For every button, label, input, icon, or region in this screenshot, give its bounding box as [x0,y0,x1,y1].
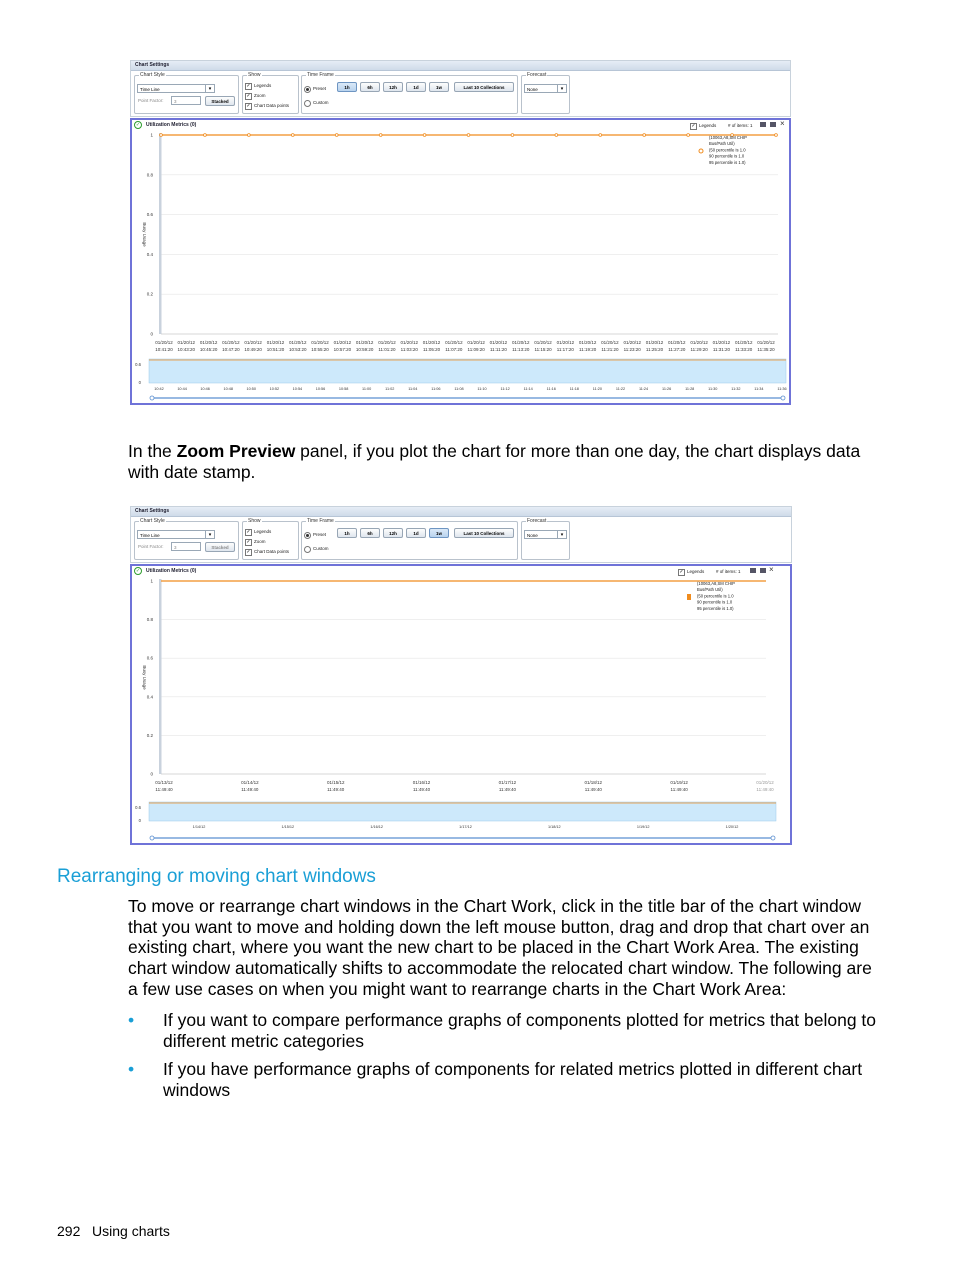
zoom-x-tick: 1/17/12 [459,825,472,829]
forecast-group [521,518,570,560]
y-tick-label: 0.6 [146,655,153,661]
datapoints-label: Chart Data points [254,103,290,108]
zoom-x-tick: 1/16/12 [370,825,384,829]
check-circle-icon: ✓ [135,122,141,128]
x-tick-date: 01/18/12 [584,780,603,785]
zoom-slider-handle-left [150,396,154,400]
chart-window-title[interactable]: Utilization Metrics (0) [146,122,197,128]
x-tick-time: 11:17:20 [556,347,574,352]
items-count: # of items: 1 [728,123,753,128]
p2-line: a few use cases on when you might want to rearrange charts in the Chart Work Area: [128,978,787,999]
zoom-checkbox[interactable]: ✓ [246,93,251,99]
legend-entry: (50 percentile is 1.0 [709,147,746,153]
x-tick-time: 10:51:20 [266,347,285,352]
chart-plot [132,566,790,843]
zoom-x-tick: 11:24 [638,387,649,391]
preset-label: Preset [313,532,327,537]
x-tick-time: 10:49:20 [244,347,262,352]
legends-toggle-label: Legends [687,569,705,574]
y-axis-label: Busy Usage [142,222,147,247]
chart-style-value: Time Line [140,87,160,92]
section-heading: Rearranging or moving chart windows [57,866,376,887]
last-10-collections-button[interactable]: Last 10 Collections [454,528,514,538]
x-tick-time: 11:05:20 [422,347,441,352]
x-tick-time: 11:49:40 [412,787,431,792]
y-axis [159,133,162,334]
p1-text-c: with date stamp. [128,461,256,482]
last-10-collections-button[interactable]: Last 10 Collections [454,82,514,92]
preset-1h-button[interactable]: 1h [337,82,357,92]
preset-radio[interactable] [304,532,311,539]
x-tick-time: 10:55:20 [311,347,329,352]
point-factor-input[interactable] [171,542,201,551]
zoom-x-tick: 11:00 [362,387,372,391]
x-tick-time: 11:15:20 [534,347,552,352]
zoom-y-tick: 0 [138,818,141,823]
chart-style-group [134,518,239,560]
x-tick-time: 11:09:20 [467,347,485,352]
x-tick-date: 01/17/12 [498,780,517,785]
y-axis [159,579,162,774]
zoom-x-tick: 11:16 [546,387,556,391]
list-item-line: If you have performance graphs of components for related metrics plotted in different chart [163,1059,863,1079]
zoom-x-tick: 11:12 [500,387,510,391]
x-tick-time: 10:59:20 [355,347,374,352]
zoom-slider-handle-left [150,836,154,840]
data-point [643,134,646,137]
y-tick-label: 0.2 [146,291,153,297]
list-item-line: If you want to compare performance graphs of components plotted for metrics that belong to [163,1010,877,1030]
x-tick-time: 11:33:20 [735,347,753,352]
close-icon[interactable]: × [780,119,785,128]
y-tick-label: 0.4 [146,251,153,257]
data-point [379,134,382,137]
chart-settings-title: Chart Settings [131,61,790,71]
chart-window[interactable] [130,564,792,845]
zoom-x-tick: 10:50 [246,387,257,391]
x-tick-time: 10:43:20 [177,347,196,352]
legend-marker [699,149,703,153]
datapoints-checkbox[interactable]: ✓ [246,549,251,555]
point-factor-input[interactable] [171,96,201,105]
x-tick-time: 11:49:40 [670,787,688,792]
y-tick-label: 0 [150,331,153,337]
list-item-line: different metric categories [163,1030,365,1051]
zoom-x-tick: 11:26 [662,387,672,391]
p2-line: To move or rearrange chart windows in the Chart Work, click in the title bar of the chart window [128,896,862,916]
legends-checkbox[interactable]: ✓ [246,529,251,535]
x-tick-date: 01/20/12 [511,340,530,345]
zoom-x-tick: 11:34 [754,387,764,391]
data-point [599,134,602,137]
data-point [467,134,470,137]
zoom-x-tick: 11:32 [731,387,741,391]
show-group [242,518,299,560]
data-point [247,134,250,137]
legends-toggle-label: Legends [699,123,717,128]
y-tick-label: 1 [150,132,153,138]
list-item [163,1010,876,1051]
x-tick-date: 01/20/12 [601,340,619,345]
x-tick-date: 01/20/12 [534,340,552,345]
zoom-x-tick: 11:28 [685,387,695,391]
point-factor-label: Point Factor: [138,98,164,103]
legend-entry: Bus/Path Util) [709,141,735,147]
y-tick-label: 0.6 [146,212,153,218]
x-tick-time: 11:11:20 [490,347,507,352]
page-number: 292 [57,1223,81,1239]
x-tick-date: 01/20/12 [422,340,441,345]
x-tick-date: 01/20/12 [244,340,262,345]
data-point [291,134,294,137]
x-tick-date: 01/19/12 [670,780,688,785]
preset-1h-button[interactable]: 1h [337,528,357,538]
zoom-slider-handle-right [781,396,785,400]
x-tick-time: 11:35:20 [757,347,775,352]
time-frame-group [301,72,518,114]
check-circle-icon: ✓ [135,568,141,574]
forecast-select[interactable] [524,530,567,539]
zoom-x-tick: 11:08 [454,387,464,391]
x-tick-time: 11:19:20 [579,347,597,352]
preset-1w-button[interactable]: 1w [429,82,449,92]
forecast-label: Forecast [527,518,547,524]
forecast-value: None [527,87,538,92]
preset-6h-button[interactable]: 6h [360,82,380,92]
y-tick-label: 0.8 [146,617,153,623]
chart-plot [132,120,789,403]
chart-window-title[interactable]: Utilization Metrics (0) [146,568,197,574]
preset-1d-button[interactable]: 1d [406,82,426,92]
zoom-x-tick: 11:02 [385,387,395,391]
x-tick-time: 11:13:20 [512,347,530,352]
zoom-x-tick: 1/18/12 [547,825,561,829]
custom-radio[interactable] [304,100,311,107]
y-tick-label: 1 [150,578,153,584]
preset-1d-button[interactable]: 1d [406,528,426,538]
paragraph-zoom-preview [128,441,860,482]
legends-checkbox[interactable]: ✓ [246,83,251,89]
p1-text-a: In the [128,441,177,461]
chevron-down-icon: ▾ [205,85,214,92]
x-tick-time: 11:49:40 [155,787,173,792]
paragraph-rearranging [128,896,872,1000]
legend-entry: 90 percentile is 1.0 [709,153,745,159]
close-icon[interactable]: × [769,565,774,574]
data-point [204,134,207,137]
zoom-x-tick: 10:42 [154,387,164,391]
data-point [775,134,778,137]
zoom-y-tick: 0.6 [135,805,141,810]
chart-screenshot-1 [130,60,791,405]
data-point [335,134,338,137]
time-frame-label: Time Frame [307,72,334,78]
x-tick-date: 01/20/12 [222,340,240,345]
x-tick-date: 01/20/12 [645,340,664,345]
datapoints-checkbox[interactable]: ✓ [246,103,251,109]
x-tick-date: 01/20/12 [199,340,218,345]
x-tick-date: 01/20/12 [489,340,508,345]
chart-style-select[interactable] [137,84,215,93]
x-tick-time: 11:49:40 [584,787,602,792]
legend-entry: 90 percentile is 1.0 [697,599,733,605]
zoom-x-tick: 11:10 [477,387,487,391]
preset-6h-button[interactable]: 6h [360,528,380,538]
chart-window[interactable] [130,118,791,405]
zoom-preview-area [149,359,786,383]
time-frame-label: Time Frame [307,518,334,524]
custom-label: Custom [313,546,329,551]
zoom-x-tick: 11:18 [569,387,579,391]
x-tick-date: 01/20/12 [266,340,285,345]
zoom-x-tick: 11:20 [592,387,603,391]
zoom-x-tick: 10:48 [223,387,233,391]
chart-settings-title: Chart Settings [131,507,791,517]
chevron-down-icon: ▾ [205,531,214,538]
zoom-label: Zoom [254,539,266,544]
forecast-select[interactable] [524,84,567,93]
zoom-x-tick: 1/14/12 [192,825,206,829]
x-tick-date: 01/13/12 [155,780,173,785]
zoom-x-tick: 10:54 [292,387,303,391]
x-tick-date: 01/20/12 [578,340,597,345]
x-tick-time: 11:31:20 [712,347,731,352]
x-tick-time: 11:29:20 [690,347,708,352]
legends-toggle-checkbox[interactable]: ✓ [691,123,696,129]
preset-12h-button[interactable]: 12h [383,82,403,92]
legend-entry: 95 percentile is 1.0) [709,159,746,165]
y-tick-label: 0.8 [146,172,153,178]
x-tick-date: 01/20/12 [467,340,485,345]
x-tick-date: 01/20/12 [378,340,396,345]
chevron-down-icon: ▾ [557,531,566,538]
zoom-checkbox[interactable]: ✓ [246,539,251,545]
zoom-x-tick: 1/20/12 [725,825,739,829]
zoom-slider-handle-right [771,836,775,840]
zoom-x-tick: 11:04 [408,387,418,391]
legends-label: Legends [254,529,272,534]
chart-settings-panel [130,60,791,117]
legend-entry: (10063,A8,SM CHIP [709,135,747,140]
y-axis-label: Busy Usage [142,665,147,690]
forecast-value: None [527,533,538,538]
x-tick-date: 01/20/12 [155,340,173,345]
data-point [555,134,558,137]
time-frame-group [301,518,518,560]
chart-style-label: Chart Style [140,72,165,78]
x-tick-date: 01/20/12 [556,340,575,345]
bullet-icon: • [128,1010,135,1030]
zoom-y-tick: 0 [138,380,141,385]
x-tick-date: 01/14/12 [241,780,259,785]
x-tick-date: 01/20/12 [734,340,753,345]
x-tick-time: 11:23:20 [623,347,641,352]
x-tick-time: 11:49:40 [498,787,517,792]
show-group [242,72,299,114]
legend-entry: (10063,A8,SM CHIP [697,581,735,586]
legend-entry: 95 percentile is 1.0) [697,605,734,611]
x-tick-time: 11:49:40 [241,787,259,792]
chevron-down-icon: ▾ [557,85,566,92]
x-tick-time: 11:25:20 [645,347,664,352]
page-footer [57,1223,170,1239]
chart-screenshot-2 [130,506,792,845]
zoom-x-tick: 11:36 [777,387,787,391]
zoom-x-tick: 10:56 [315,387,326,391]
point-factor-value: 3 [174,99,177,104]
data-point [423,134,426,137]
x-tick-date: 01/20/12 [757,340,775,345]
zoom-x-tick: 11:14 [523,387,533,391]
zoom-label: Zoom [254,93,266,98]
p1-text-b: panel, if you plot the chart for more than one day, the chart displays data [295,441,861,461]
x-tick-time: 11:03:20 [400,347,418,352]
chart-style-value: Time Line [140,533,160,538]
footer-section: Using charts [92,1223,170,1239]
stacked-button[interactable]: Stacked [205,96,235,106]
zoom-x-tick: 11:06 [431,387,441,391]
x-tick-time: 11:07:20 [445,347,463,352]
show-label: Show [248,518,261,524]
forecast-group [521,72,570,114]
x-tick-date: 01/20/12 [690,340,708,345]
x-tick-date: 01/20/12 [712,340,731,345]
legend-entry: Bus/Path Util) [697,587,723,593]
x-tick-time: 11:01:20 [378,347,396,352]
x-tick-date: 01/20/12 [445,340,463,345]
data-point [687,134,690,137]
preset-label: Preset [313,86,327,91]
legends-label: Legends [254,83,272,88]
zoom-x-tick: 1/15/12 [281,825,295,829]
x-tick-date: 01/16/12 [412,780,431,785]
y-tick-label: 0.4 [146,694,153,700]
show-label: Show [248,72,261,78]
x-tick-time: 10:41:20 [155,347,173,352]
zoom-x-tick: 10:52 [269,387,280,391]
chart-style-group [134,72,239,114]
data-point [160,134,163,137]
x-tick-date: 01/20/12 [756,780,774,785]
chart-style-label: Chart Style [140,518,165,524]
x-tick-date: 01/20/12 [400,340,419,345]
items-count: # of items: 1 [716,569,741,574]
x-tick-time: 10:57:20 [333,347,352,352]
x-tick-date: 01/20/12 [177,340,196,345]
x-tick-date: 01/20/12 [289,340,307,345]
chart-style-select[interactable] [137,530,215,539]
y-tick-label: 0.2 [146,732,153,738]
p1-bold: Zoom Preview [176,441,296,461]
stacked-button[interactable]: Stacked [205,542,235,552]
preset-12h-button[interactable]: 12h [383,528,403,538]
x-tick-date: 01/20/12 [311,340,329,345]
zoom-x-tick: 11:22 [615,387,626,391]
x-tick-time: 10:53:20 [289,347,307,352]
point-factor-value: 3 [174,545,177,550]
legend-marker [687,594,691,600]
zoom-y-tick: 0.6 [135,362,141,367]
x-tick-date: 01/20/12 [623,340,641,345]
list-item [163,1059,862,1100]
zoom-x-tick: 10:46 [200,387,210,391]
legend-entry: (50 percentile is 1.0 [697,593,734,599]
list-item-line: windows [163,1079,231,1100]
chart-settings-panel [130,506,792,563]
zoom-x-tick: 10:44 [177,387,187,391]
x-tick-time: 11:21:20 [601,347,619,352]
zoom-x-tick: 11:30 [708,387,718,391]
p2-line: existing chart, where you want the new chart to be placed in the Chart Work Area. The existing [128,937,859,958]
x-tick-time: 10:45:20 [199,347,218,352]
x-tick-date: 01/20/12 [668,340,686,345]
x-tick-time: 11:49:40 [327,787,345,792]
custom-label: Custom [313,100,329,105]
forecast-label: Forecast [527,72,547,78]
preset-1w-button[interactable]: 1w [429,528,449,538]
x-tick-date: 01/20/12 [333,340,352,345]
p2-line: chart window automatically shifts to accommodate the relocated chart window. The following are [128,958,872,979]
zoom-x-tick: 1/19/12 [636,825,650,829]
x-tick-time: 11:49:40 [756,787,774,792]
bullet-icon: • [128,1059,135,1079]
point-factor-label: Point Factor: [138,544,164,549]
custom-radio[interactable] [304,546,311,553]
y-tick-label: 0 [150,771,153,777]
p2-line: that you want to move and holding down the left mouse button, drag and drop that chart over an [128,916,870,937]
x-tick-date: 01/15/12 [326,780,345,785]
x-tick-time: 11:27:20 [668,347,686,352]
zoom-x-tick: 10:58 [338,387,349,391]
datapoints-label: Chart Data points [254,549,290,554]
x-tick-date: 01/20/12 [355,340,374,345]
preset-radio[interactable] [304,86,311,93]
x-tick-time: 10:47:20 [222,347,240,352]
legends-toggle-checkbox[interactable]: ✓ [679,569,684,575]
data-point [511,134,514,137]
zoom-preview-area [149,802,776,821]
